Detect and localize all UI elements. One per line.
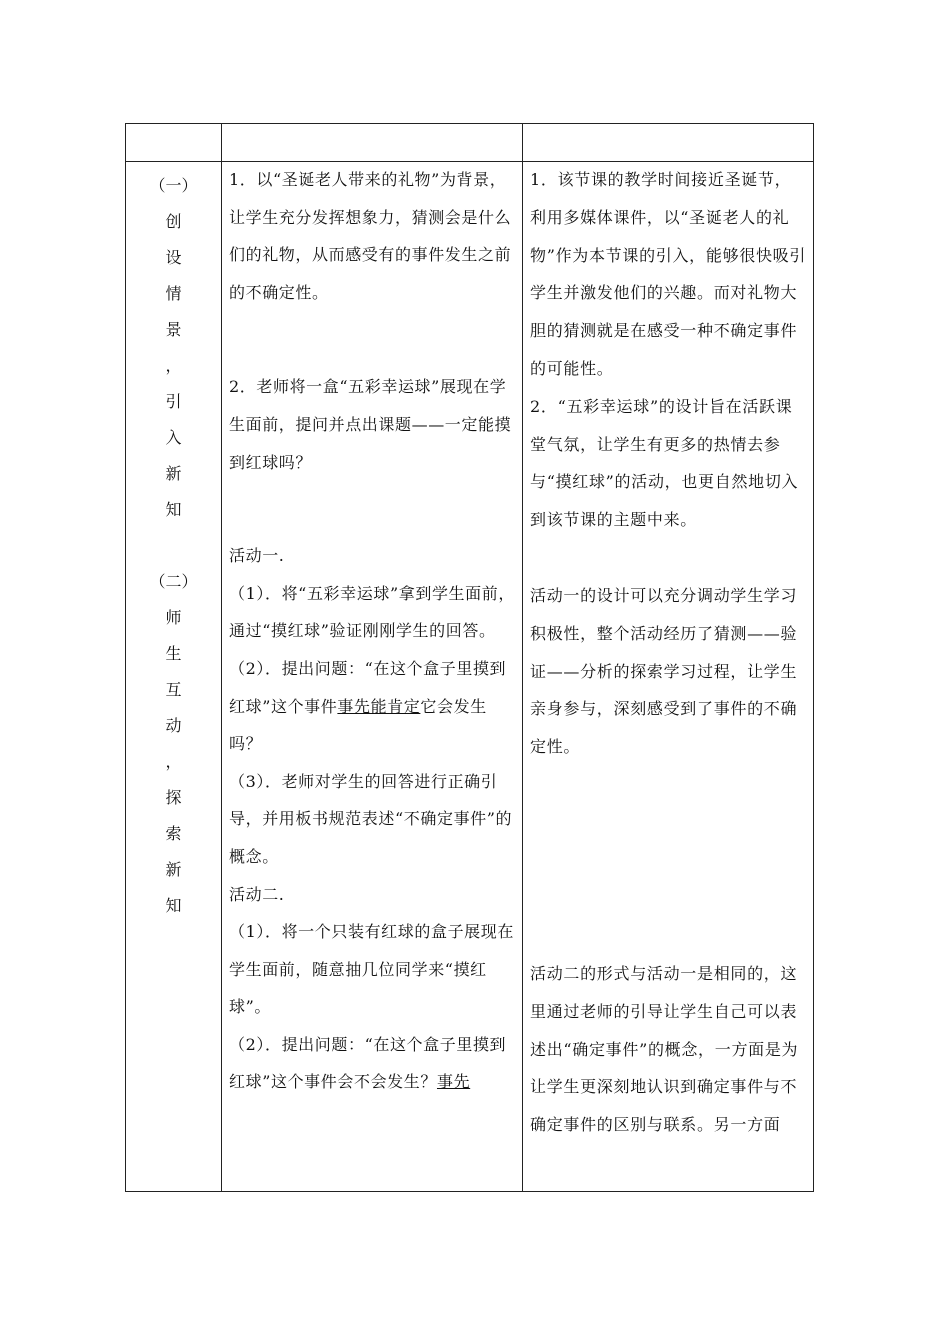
stage-2-number: （二） [149,572,198,591]
stage-2-char: 互 [165,680,182,699]
stage-1-char: 知 [165,500,182,519]
activity-1-step-2: （2）．提出问题：“在这个盒子里摸到红球”这个事件事先能肯定它会发生吗？ [229,658,507,754]
stage-column [126,168,221,924]
design-intent-column [530,161,808,1144]
stage-1-char: 情 [165,284,182,303]
activity-item-2: 2．老师将一盒“五彩幸运球”展现在学生面前，提问并点出课题——一定能摸到红球吗？ [229,377,512,472]
lesson-table [125,123,814,1192]
activity-2-step-1: （1）．将一个只装有红球的盒子展现在学生面前，随意抽几位同学来“摸红球”。 [229,922,514,1017]
stage-2-char: 动 [165,716,182,735]
design-note-2-continued: 到该节课的主题中来。 [530,510,698,530]
design-note-4: 活动二的形式与活动一是相同的，这里通过老师的引导让学生自己可以表述出“确定事件”的概念，一方面是为让学生更深刻地认识到确定事件与不确定事件的区别与联系。另一方面 [530,963,799,1135]
stage-2-char: 索 [165,824,182,843]
activity-column [229,161,515,1101]
underlined-phrase: 事先 [436,1072,471,1092]
stage-2-char: 新 [165,860,182,879]
column-divider-1 [221,124,222,1191]
stage-1-char: 入 [165,428,182,447]
stage-1-number: （一） [149,176,198,195]
stage-1-char: 创 [165,212,182,231]
stage-2-char: 生 [165,644,182,663]
activity-1-step-3: （3）．老师对学生的回答进行正确引导，并用板书规范表述“不确定事件”的概念。 [229,771,513,866]
column-divider-2 [522,124,523,1191]
stage-2-char: 知 [165,896,182,915]
stage-1-char: 新 [165,464,182,483]
design-note-1: 1．该节课的教学时间接近圣诞节，利用多媒体课件，以“圣诞老人的礼物”作为本节课的引入，能够很快吸引学生并激发他们的兴趣。而对礼物大胆的猜测就是在感受一种不确定事件的可能性。 [530,170,807,378]
activity-2-title: 活动二. [229,884,285,904]
stage-1-char: 景 [165,320,182,339]
activity-item-1: 1．以“圣诞老人带来的礼物”为背景，让学生充分发挥想象力，猜测会是什么们的礼物，从而感受有的事件发生之前的不确定性。 [229,170,512,302]
stage-2-char: 师 [165,608,182,627]
activity-1-title: 活动一. [229,546,285,566]
underlined-phrase: 事先能肯定 [337,696,421,716]
stage-2-char: ， [165,752,182,771]
stage-1-char: 设 [165,248,182,267]
activity-2-step-2: （2）．提出问题：“在这个盒子里摸到红球”这个事件会不会发生？事先 [229,1034,507,1092]
activity-1-step-1: （1）．将“五彩幸运球”拿到学生面前，通过“摸红球”验证刚刚学生的回答。 [229,583,515,641]
design-note-3: 活动一的设计可以充分调动学生学习积极性，整个活动经历了猜测——验证——分析的探索学习过程，让学生亲身参与，深刻感受到了事件的不确定性。 [530,585,798,757]
stage-2-char: 探 [165,788,182,807]
design-note-2: 2．“五彩幸运球”的设计旨在活跃课堂气氛，让学生有更多的热情去参与“摸红球”的活动，也更自然地切入 [530,396,799,492]
stage-1-char: 引 [165,392,182,411]
stage-1-char: ， [165,356,182,375]
